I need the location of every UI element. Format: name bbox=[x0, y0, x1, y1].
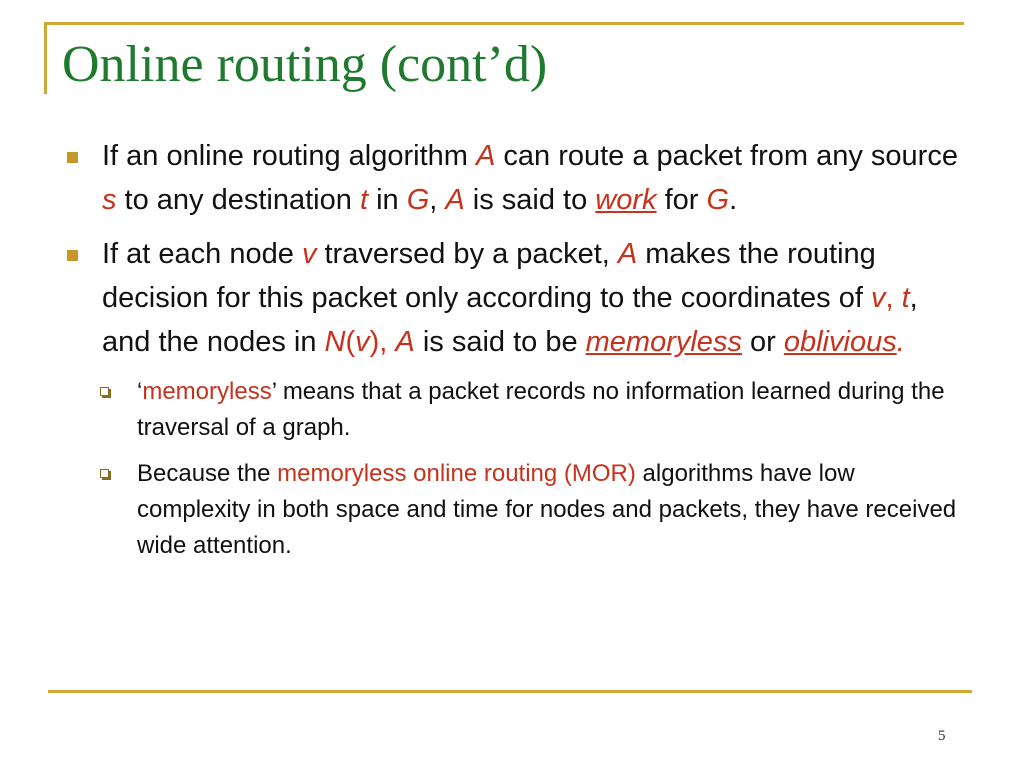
term-mor: memoryless online routing (MOR) bbox=[277, 460, 636, 487]
frame-bottom-rule bbox=[48, 690, 972, 693]
frame-left-rule bbox=[44, 22, 47, 94]
term-v: v bbox=[355, 326, 370, 358]
term-memoryless: memoryless bbox=[585, 326, 742, 358]
hollow-square-bullet-icon bbox=[100, 469, 109, 478]
slide-title: Online routing (cont’d) bbox=[62, 36, 548, 93]
bullet-work: If an online routing algorithm A can route a packet from any source s to any destination t in G, A is said to work for G. bbox=[62, 134, 962, 222]
frame-top-rule bbox=[44, 22, 964, 25]
term-work: work bbox=[595, 184, 657, 216]
term-A: A bbox=[395, 326, 415, 358]
term-N: N bbox=[324, 326, 346, 358]
term-memoryless: memoryless bbox=[142, 378, 272, 405]
term-oblivious: oblivious bbox=[783, 326, 897, 358]
square-bullet-icon bbox=[67, 152, 78, 163]
term-G: G bbox=[706, 184, 730, 216]
term-A: A bbox=[617, 238, 638, 270]
term-G: G bbox=[406, 184, 430, 216]
hollow-square-bullet-icon bbox=[100, 387, 109, 396]
term-A: A bbox=[445, 184, 465, 216]
square-bullet-icon bbox=[67, 250, 78, 261]
bullet-memoryless: If at each node v traversed by a packet, A makes the routing decision for this packet only according to the coordinates of v, t, and the nodes in N(v), A is said to be memoryless or oblivious. bbox=[62, 232, 962, 364]
term-t: t bbox=[359, 184, 369, 216]
term-t: t bbox=[901, 282, 910, 314]
subbullet-mor-algorithms: Because the memoryless online routing (MOR) algorithms have low complexity in both space and time for nodes and packets, they have received wide attention. bbox=[62, 456, 962, 564]
term-v: v bbox=[870, 282, 886, 314]
subbullet-memoryless-definition: ‘memoryless’ means that a packet records no information learned during the traversal of a graph. bbox=[62, 374, 962, 446]
page-number: 5 bbox=[938, 728, 946, 744]
slide-content bbox=[62, 134, 962, 574]
term-A: A bbox=[476, 140, 496, 172]
term-v: v bbox=[301, 238, 317, 270]
term-s: s bbox=[102, 184, 117, 216]
